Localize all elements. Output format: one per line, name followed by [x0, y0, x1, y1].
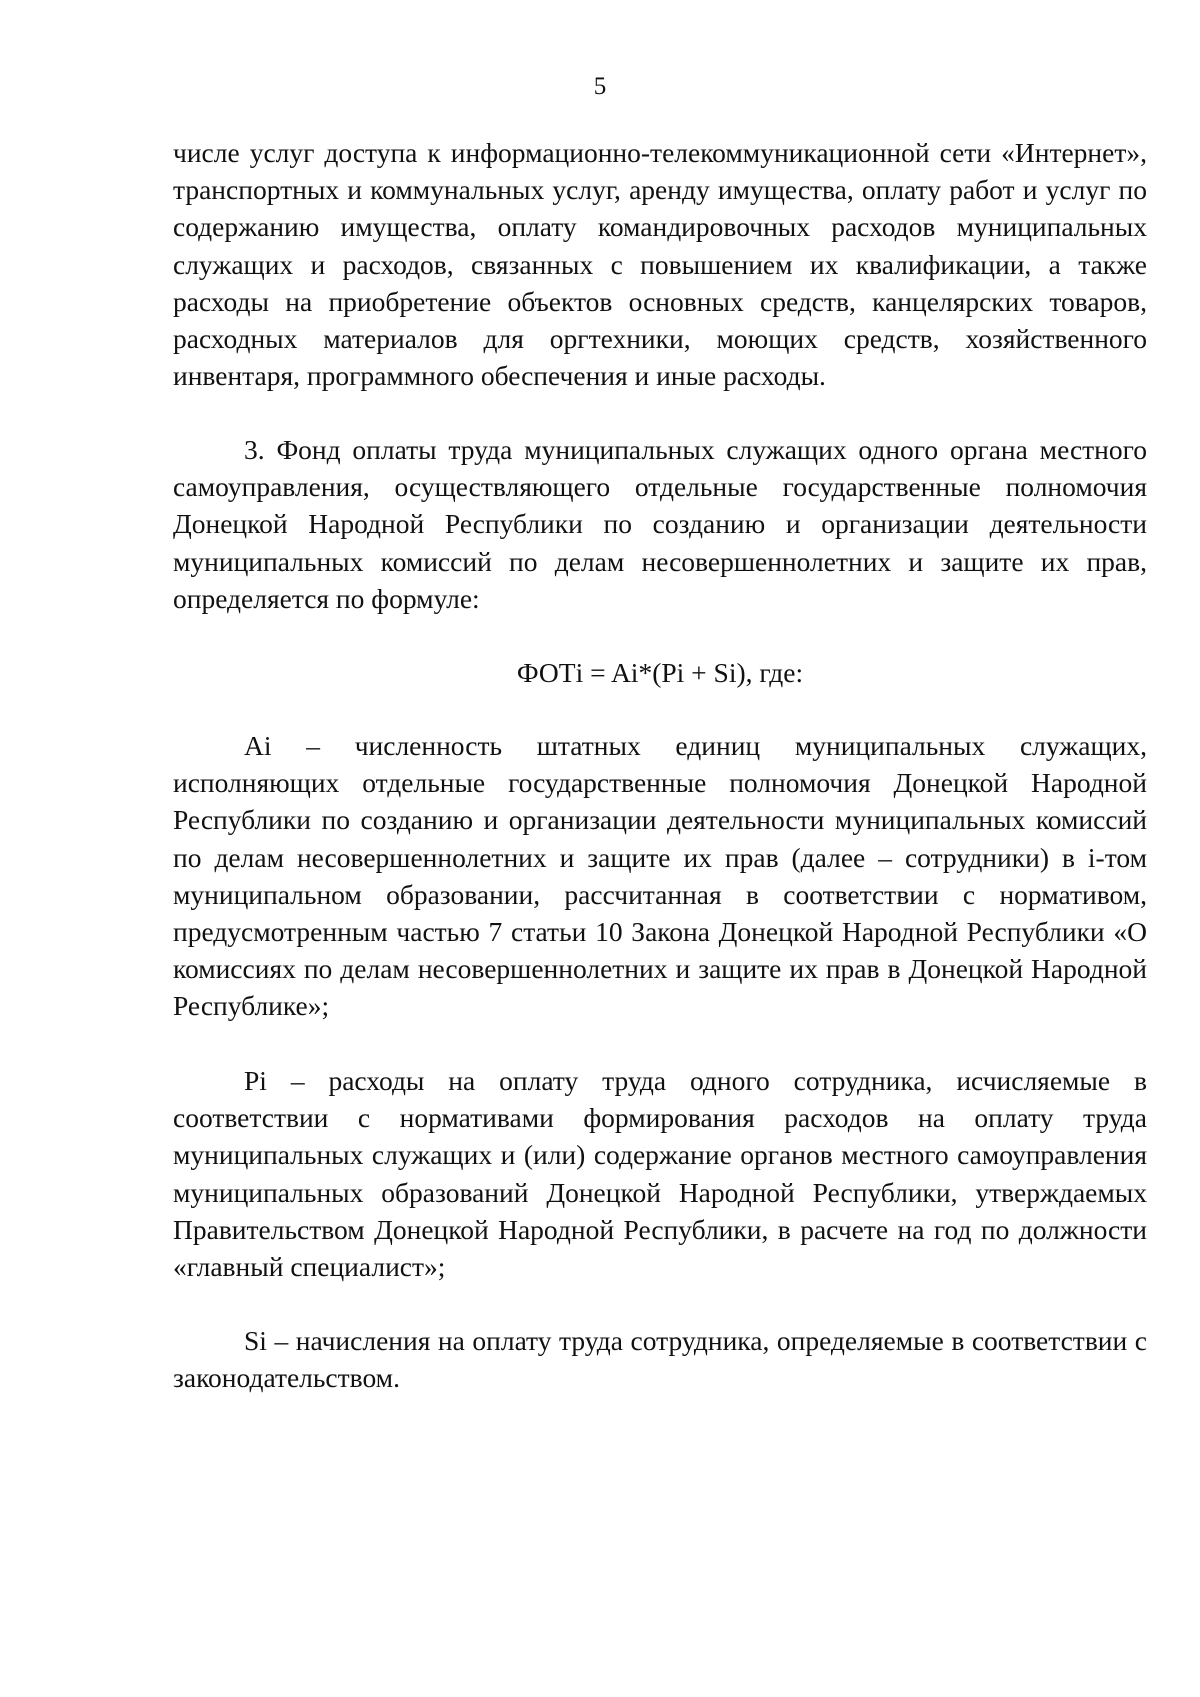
paragraph-definition-si: Si – начисления на оплату труда сотрудника, определяемые в соответствии с законодательством.: [173, 1325, 1147, 1394]
paragraph-expenses-continuation: числе услуг доступа к информационно-телекоммуникационной сети «Интернет», транспортных и коммунальных услуг, аренду имущества, оплату работ и услуг по содержанию имущества, оплату командировочных расходов муниципальных служащих и расходов, связанных с повышением их квалификации, а также расходы на приобретение объектов основных средств, канцелярских товаров, расходных материалов для оргтехники, моющих средств, хозяйственного инвентаря, программного обеспечения и иные расходы.: [173, 137, 1147, 392]
formula: ФОТi = Ai*(Pi + Si), где:: [516, 657, 804, 688]
paragraph-definition-ai: Ai – численность штатных единиц муниципальных служащих, исполняющих отдельные государственные полномочия Донецкой Народной Республики по созданию и организации деятельности муниципальных комиссий по делам несовершеннолетних и защите их прав (далее – сотрудники) в i-том муниципальном образовании, рассчитанная в соответствии с нормативом, предусмотренным частью 7 статьи 10 Закона Донецкой Народной Республики «О комиссиях по делам несовершеннолетних и защите их прав в Донецкой Народной Республике»;: [173, 730, 1147, 1022]
page-number: 5: [593, 73, 607, 100]
paragraph-definition-pi: Pi – расходы на оплату труда одного сотрудника, исчисляемые в соответствии с нормативами формирования расходов на оплату труда муниципальных служащих и (или) содержание органов местного самоуправления муниципальных образований Донецкой Народной Республики, утверждаемых Правительством Донецкой Народной Республики, в расчете на год по должности «главный специалист»;: [173, 1065, 1147, 1283]
paragraph-wage-fund: 3. Фонд оплаты труда муниципальных служащих одного органа местного самоуправления, осуществляющего отдельные государственные полномочия Донецкой Народной Республики по созданию и организации деятельности муниципальных комиссий по делам несовершеннолетних и защите их прав, определяется по формуле:: [173, 434, 1147, 614]
